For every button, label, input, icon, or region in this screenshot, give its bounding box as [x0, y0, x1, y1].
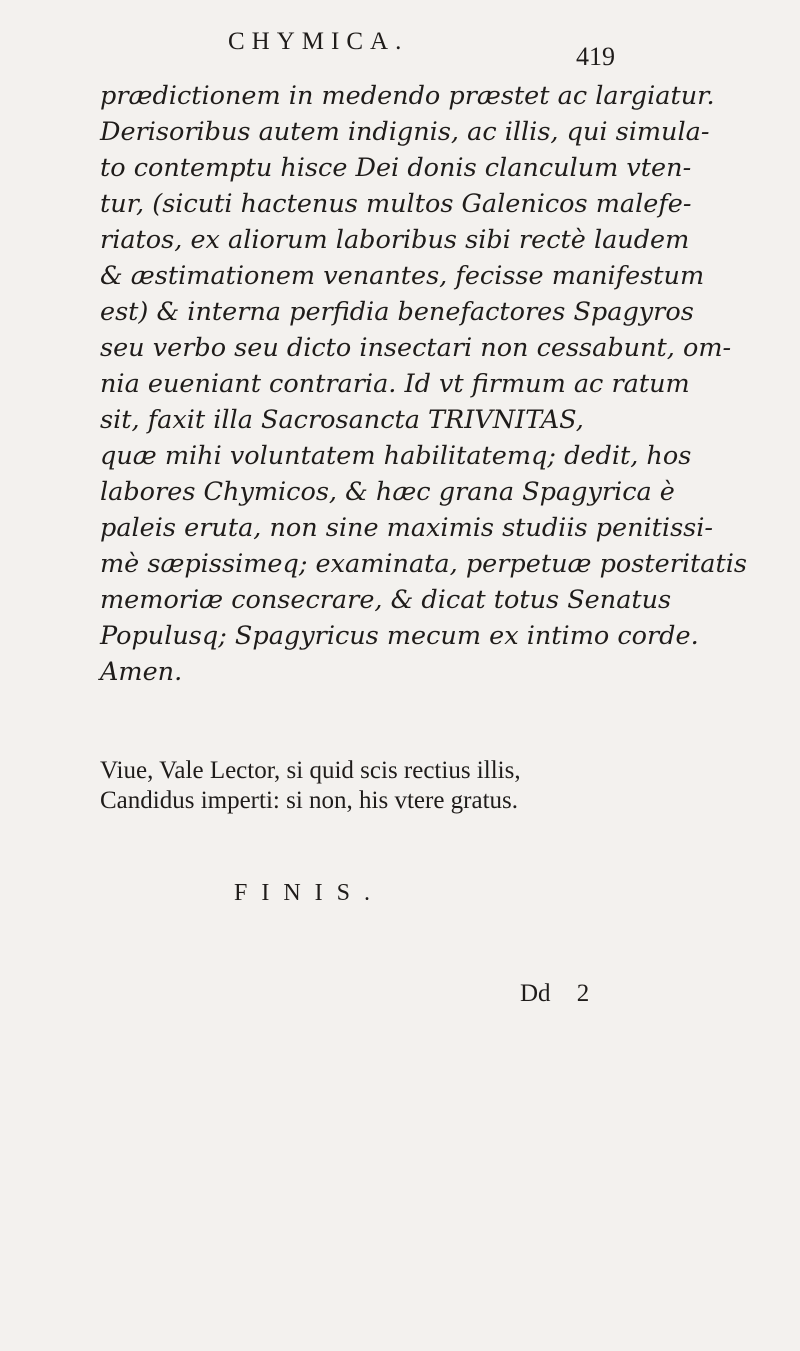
body-line: & æstimationem venantes, fecisse manifestum	[100, 261, 705, 291]
body-line: sit, faxit illa Sacrosancta TRIVNITAS,	[100, 405, 584, 435]
finis-heading: FINIS.	[234, 880, 385, 906]
body-line: quæ mihi voluntatem habilitatemq; dedit, hos	[100, 441, 692, 471]
body-line: tur, (sicuti hactenus multos Galenicos malefe-	[100, 189, 692, 219]
body-line: paleis eruta, non sine maximis studiis penitissi-	[100, 513, 714, 543]
closing-line: Candidus imperti: si non, his vtere gratus.	[100, 787, 519, 814]
body-line: memoriæ consecrare, & dicat totus Senatus	[100, 585, 672, 615]
running-title: CHYMICA.	[228, 28, 409, 55]
body-line: nia eueniant contraria. Id vt firmum ac ratum	[100, 369, 690, 399]
body-line: Amen.	[100, 657, 183, 687]
body-line: prædictionem in medendo præstet ac largiatur.	[100, 81, 715, 111]
body-line: Populusq; Spagyricus mecum ex intimo corde.	[100, 621, 699, 651]
body-line: seu verbo seu dicto insectari non cessabunt, om-	[100, 333, 732, 363]
body-line: est) & interna perfidia benefactores Spagyros	[100, 297, 694, 327]
page-number: 419	[576, 42, 615, 71]
body-text	[100, 78, 750, 690]
body-line: riatos, ex aliorum laboribus sibi rectè laudem	[100, 225, 690, 255]
body-line: to contemptu hisce Dei donis clanculum vten-	[100, 153, 692, 183]
closing-couplet	[100, 756, 750, 816]
closing-line: Viue, Vale Lector, si quid scis rectius illis,	[100, 757, 521, 784]
body-line: mè sæpissimeq; examinata, perpetuæ posteritatis	[100, 549, 747, 579]
body-line: labores Chymicos, & hæc grana Spagyrica è	[100, 477, 675, 507]
signature-mark: Dd 2	[520, 980, 590, 1007]
body-line: Derisoribus autem indignis, ac illis, qui simula-	[100, 117, 710, 147]
